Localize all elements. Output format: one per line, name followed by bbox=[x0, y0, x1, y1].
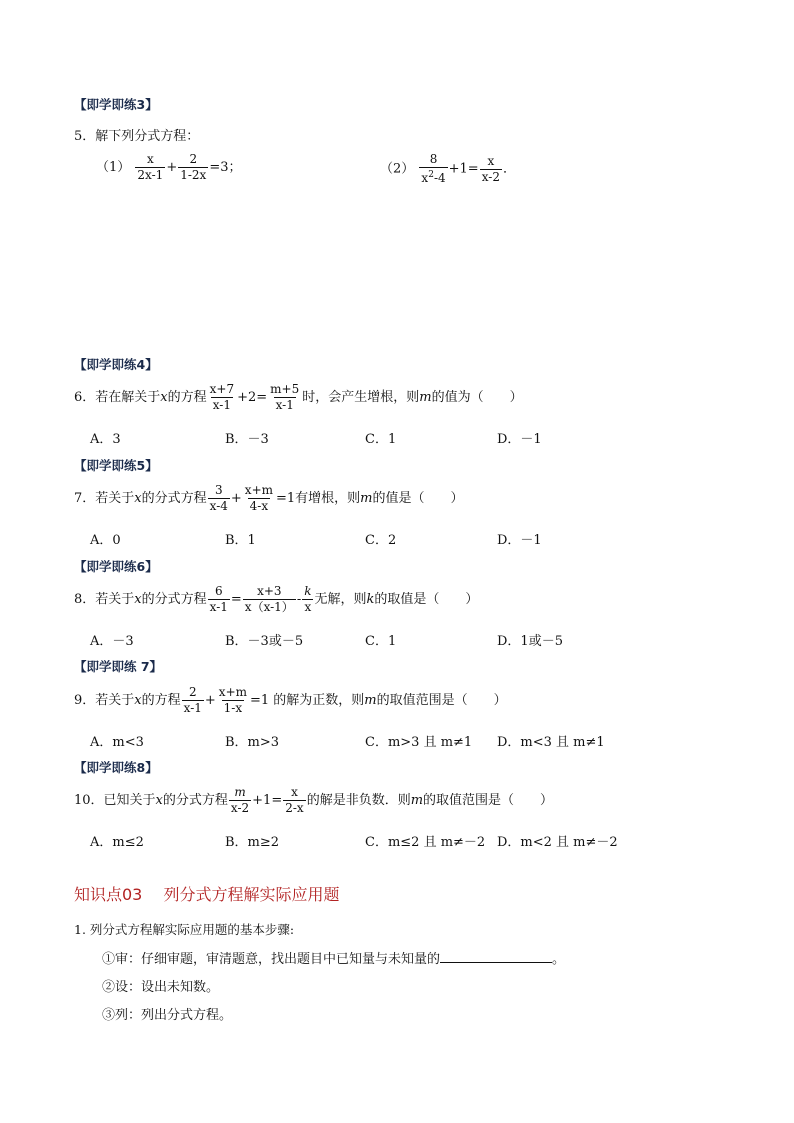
numerator: 6 bbox=[214, 584, 223, 598]
section-header-5: 【即学即练5】 bbox=[74, 458, 158, 473]
question-6 bbox=[74, 382, 523, 413]
fraction bbox=[243, 483, 275, 514]
numerator: 2 bbox=[188, 685, 197, 699]
knowledge-point-title: 知识点03 列分式方程解实际应用题 bbox=[74, 885, 340, 904]
numerator: x+m bbox=[218, 685, 247, 699]
option-b[interactable]: B．m>3 bbox=[225, 735, 280, 750]
variable: m bbox=[410, 793, 424, 808]
numerator: x+m bbox=[244, 483, 273, 497]
option-a[interactable]: A．－3 bbox=[90, 634, 134, 649]
numerator: k bbox=[304, 584, 312, 598]
fraction bbox=[302, 584, 313, 615]
variable: x bbox=[134, 491, 142, 506]
option-b[interactable]: B．－3或－5 bbox=[225, 634, 304, 649]
steps-intro: 1. 列分式方程解实际应用题的基本步骤: bbox=[74, 922, 295, 937]
operator: +1= bbox=[448, 161, 479, 177]
section-header-7: 【即学即练 7】 bbox=[74, 659, 163, 674]
question-10 bbox=[74, 785, 553, 816]
fraction bbox=[419, 152, 447, 186]
option-a[interactable]: A．m<3 bbox=[90, 735, 144, 750]
variable: m bbox=[419, 390, 432, 405]
text: 。 bbox=[552, 952, 566, 967]
numerator: x bbox=[146, 152, 154, 166]
operator: + bbox=[204, 693, 216, 708]
text: =1有增根，则 bbox=[276, 491, 361, 506]
equation-tail: ． bbox=[502, 161, 516, 177]
numerator: 2 bbox=[189, 152, 198, 166]
part-tag: （2） bbox=[380, 161, 415, 177]
option-b[interactable]: B．1 bbox=[225, 533, 256, 548]
step-2: ②设：设出未知数。 bbox=[102, 980, 220, 995]
denominator: x-2 bbox=[481, 169, 500, 184]
fraction bbox=[480, 154, 502, 185]
variable: k bbox=[366, 592, 375, 607]
option-c[interactable]: C．1 bbox=[365, 634, 397, 649]
fill-in-blank[interactable] bbox=[440, 950, 552, 963]
denominator: 2-x bbox=[285, 801, 304, 815]
numerator: 3 bbox=[214, 483, 223, 497]
variable: x bbox=[134, 592, 142, 607]
text: 的取值范围是（ ） bbox=[376, 693, 507, 708]
text: 的取值范围是（ ） bbox=[423, 793, 554, 808]
numerator: x+3 bbox=[257, 584, 282, 598]
fraction bbox=[268, 382, 301, 413]
fraction bbox=[208, 584, 230, 615]
fraction bbox=[208, 483, 230, 514]
denominator: x-1 bbox=[275, 398, 294, 412]
step-1 bbox=[102, 948, 565, 967]
question-5-part-1 bbox=[96, 152, 241, 183]
text: 的方程 bbox=[141, 693, 181, 708]
text: 7．若关于 bbox=[74, 491, 135, 506]
text: 无解，则 bbox=[314, 592, 367, 607]
denominator-rest: -4 bbox=[433, 171, 446, 185]
operator: + bbox=[166, 160, 178, 175]
denominator: x-2 bbox=[230, 801, 250, 815]
operator: +2= bbox=[237, 390, 268, 405]
numerator: 8 bbox=[429, 152, 438, 166]
option-c[interactable]: C．m≤2 且 m≠－2 bbox=[365, 835, 486, 850]
denominator: 1-2x bbox=[180, 168, 207, 182]
fraction bbox=[208, 382, 236, 413]
fraction bbox=[182, 685, 204, 716]
numerator: m+5 bbox=[270, 382, 300, 396]
denominator: 4-x bbox=[249, 499, 269, 513]
denominator: 2x-1 bbox=[137, 168, 164, 182]
numerator: x bbox=[291, 785, 298, 799]
exponent: 2 bbox=[428, 170, 434, 180]
text: ①审：仔细审题，审清题意，找出题目中已知量与未知量的 bbox=[102, 952, 441, 967]
text: =1 的解为正数，则 bbox=[250, 693, 365, 708]
operator: - bbox=[296, 592, 302, 607]
denominator bbox=[419, 167, 447, 186]
text: 时，会产生增根，则 bbox=[302, 390, 420, 405]
text: 的值为（ ） bbox=[431, 390, 523, 405]
text: 的分式方程 bbox=[141, 592, 207, 607]
variable: m bbox=[360, 491, 373, 506]
option-b[interactable]: B．m≥2 bbox=[225, 835, 280, 850]
option-d[interactable]: D．－1 bbox=[497, 432, 542, 447]
section-header-4: 【即学即练4】 bbox=[74, 357, 158, 372]
numerator: m bbox=[234, 785, 246, 799]
step-3: ③列：列出分式方程。 bbox=[102, 1008, 233, 1023]
equation-tail: =3； bbox=[209, 160, 242, 175]
question-7 bbox=[74, 483, 464, 514]
question-9 bbox=[74, 685, 507, 716]
denominator: x bbox=[304, 600, 312, 614]
text: 的解是非负数．则 bbox=[306, 793, 411, 808]
option-a[interactable]: A．3 bbox=[90, 432, 121, 447]
text: 的方程 bbox=[167, 390, 207, 405]
fraction bbox=[283, 785, 305, 816]
denominator-base: x bbox=[421, 171, 429, 185]
text: 9．若关于 bbox=[74, 693, 135, 708]
question-8 bbox=[74, 584, 478, 615]
option-d[interactable]: D．－1 bbox=[497, 533, 542, 548]
denominator: x-1 bbox=[183, 701, 202, 715]
operator: +1= bbox=[252, 793, 283, 808]
fraction bbox=[178, 152, 208, 183]
part-tag: （1） bbox=[96, 160, 131, 175]
option-c[interactable]: C．m>3 且 m≠1 bbox=[365, 735, 473, 750]
option-c[interactable]: C．2 bbox=[365, 533, 397, 548]
question-5-part-2 bbox=[380, 152, 516, 186]
text: 的值是（ ） bbox=[372, 491, 464, 506]
option-b[interactable]: B．－3 bbox=[225, 432, 269, 447]
fraction bbox=[229, 785, 251, 816]
option-d[interactable]: D．1或－5 bbox=[497, 634, 563, 649]
variable: m bbox=[364, 693, 377, 708]
section-header-6: 【即学即练6】 bbox=[74, 559, 158, 574]
option-d[interactable]: D．m<2 且 m≠－2 bbox=[497, 835, 618, 850]
denominator: x（x-1） bbox=[244, 600, 294, 614]
option-a[interactable]: A．m≤2 bbox=[90, 835, 144, 850]
variable: x bbox=[134, 693, 142, 708]
text: 的取值是（ ） bbox=[374, 592, 479, 607]
option-c[interactable]: C．1 bbox=[365, 432, 397, 447]
text: 的分式方程 bbox=[162, 793, 228, 808]
section-header-3: 【即学即练3】 bbox=[74, 97, 158, 112]
question-5-stem: 5．解下列分式方程： bbox=[74, 129, 200, 144]
numerator: x+7 bbox=[209, 382, 235, 396]
text: 8．若关于 bbox=[74, 592, 135, 607]
variable: x bbox=[160, 390, 168, 405]
denominator: x-1 bbox=[212, 398, 231, 412]
text: 10．已知关于 bbox=[74, 793, 156, 808]
fraction bbox=[243, 584, 296, 615]
text: 的分式方程 bbox=[141, 491, 207, 506]
option-a[interactable]: A．0 bbox=[90, 533, 121, 548]
denominator: x-4 bbox=[209, 499, 228, 513]
operator: = bbox=[230, 592, 242, 607]
numerator: x bbox=[487, 153, 495, 168]
option-d[interactable]: D．m<3 且 m≠1 bbox=[497, 735, 605, 750]
denominator: x-1 bbox=[209, 600, 228, 614]
denominator: 1-x bbox=[223, 701, 243, 715]
fraction bbox=[135, 152, 165, 183]
fraction bbox=[217, 685, 249, 716]
variable: x bbox=[155, 793, 163, 808]
section-header-8: 【即学即练8】 bbox=[74, 760, 158, 775]
text: 6．若在解关于 bbox=[74, 390, 161, 405]
operator: + bbox=[230, 491, 242, 506]
